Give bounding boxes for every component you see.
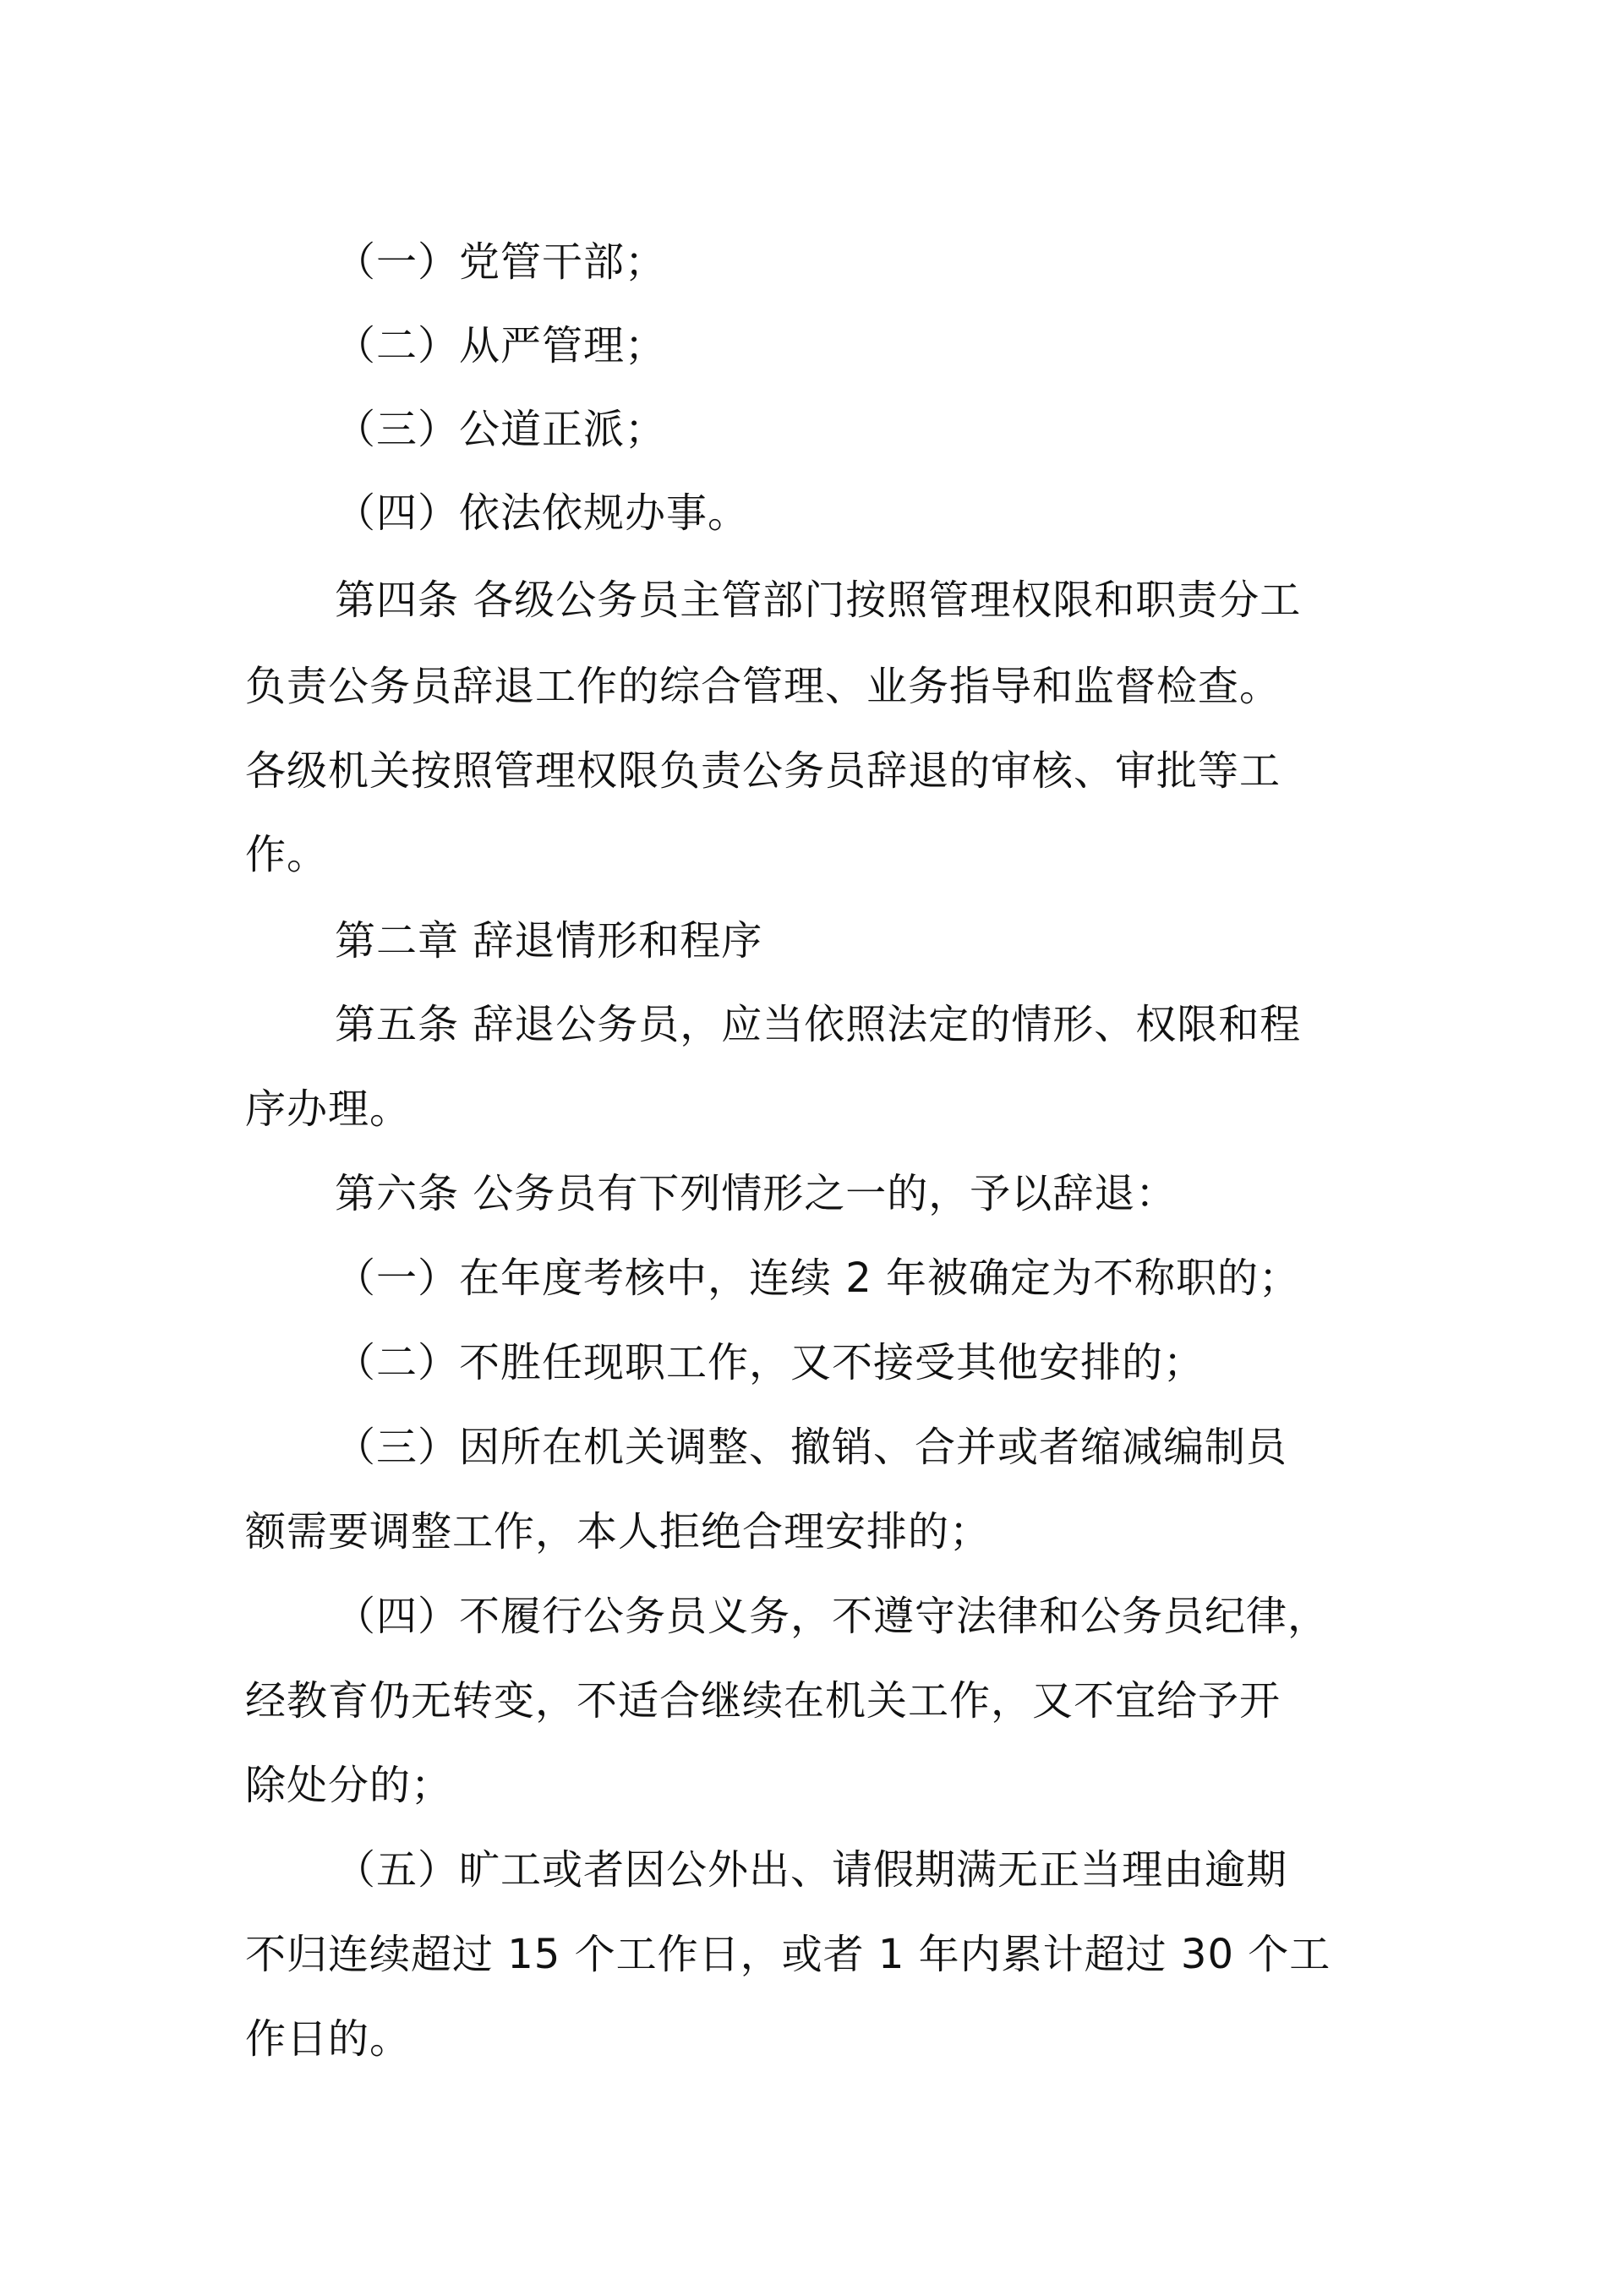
article-6-item-3-line-2: 额需要调整工作，本人拒绝合理安排的； [245,1508,992,1555]
article-6-item-4-line-2: 经教育仍无转变，不适合继续在机关工作，又不宜给予开 [245,1677,1281,1725]
article-5-line-1: 第五条 辞退公务员，应当依照法定的情形、权限和程 [335,1001,1302,1048]
list-item-3: （三）公道正派； [335,406,667,453]
article-6-item-5-line-3: 作日的。 [245,2015,412,2063]
article-6-line-1: 第六条 公务员有下列情形之一的，予以辞退： [335,1170,1178,1217]
chapter-2-heading: 第二章 辞退情形和程序 [335,917,763,965]
article-4-line-1: 第四条 各级公务员主管部门按照管理权限和职责分工 [335,577,1302,624]
article-6-item-5-line-1: （五）旷工或者因公外出、请假期满无正当理由逾期 [335,1846,1288,1894]
article-6-item-5-line-2: 不归连续超过 15 个工作日，或者 1 年内累计超过 30 个工 [245,1931,1331,1978]
article-6-item-2: （二）不胜任现职工作，又不接受其他安排的； [335,1339,1205,1386]
article-6-item-1: （一）在年度考核中，连续 2 年被确定为不称职的； [335,1255,1301,1302]
article-6-item-4-line-1: （四）不履行公务员义务，不遵守法律和公务员纪律， [335,1593,1330,1640]
article-6-item-3-line-1: （三）因所在机关调整、撤销、合并或者缩减编制员 [335,1424,1288,1471]
list-item-2: （二）从严管理； [335,322,667,369]
list-item-1: （一）党管干部； [335,238,667,286]
article-5-line-2: 序办理。 [245,1085,412,1133]
article-4-line-4: 作。 [245,831,329,878]
article-4-line-2: 负责公务员辞退工作的综合管理、业务指导和监督检查。 [245,663,1281,710]
article-4-line-3: 各级机关按照管理权限负责公务员辞退的审核、审批等工 [245,747,1281,795]
article-6-item-4-line-3: 除处分的； [245,1762,453,1809]
list-item-4: （四）依法依规办事。 [335,489,750,537]
